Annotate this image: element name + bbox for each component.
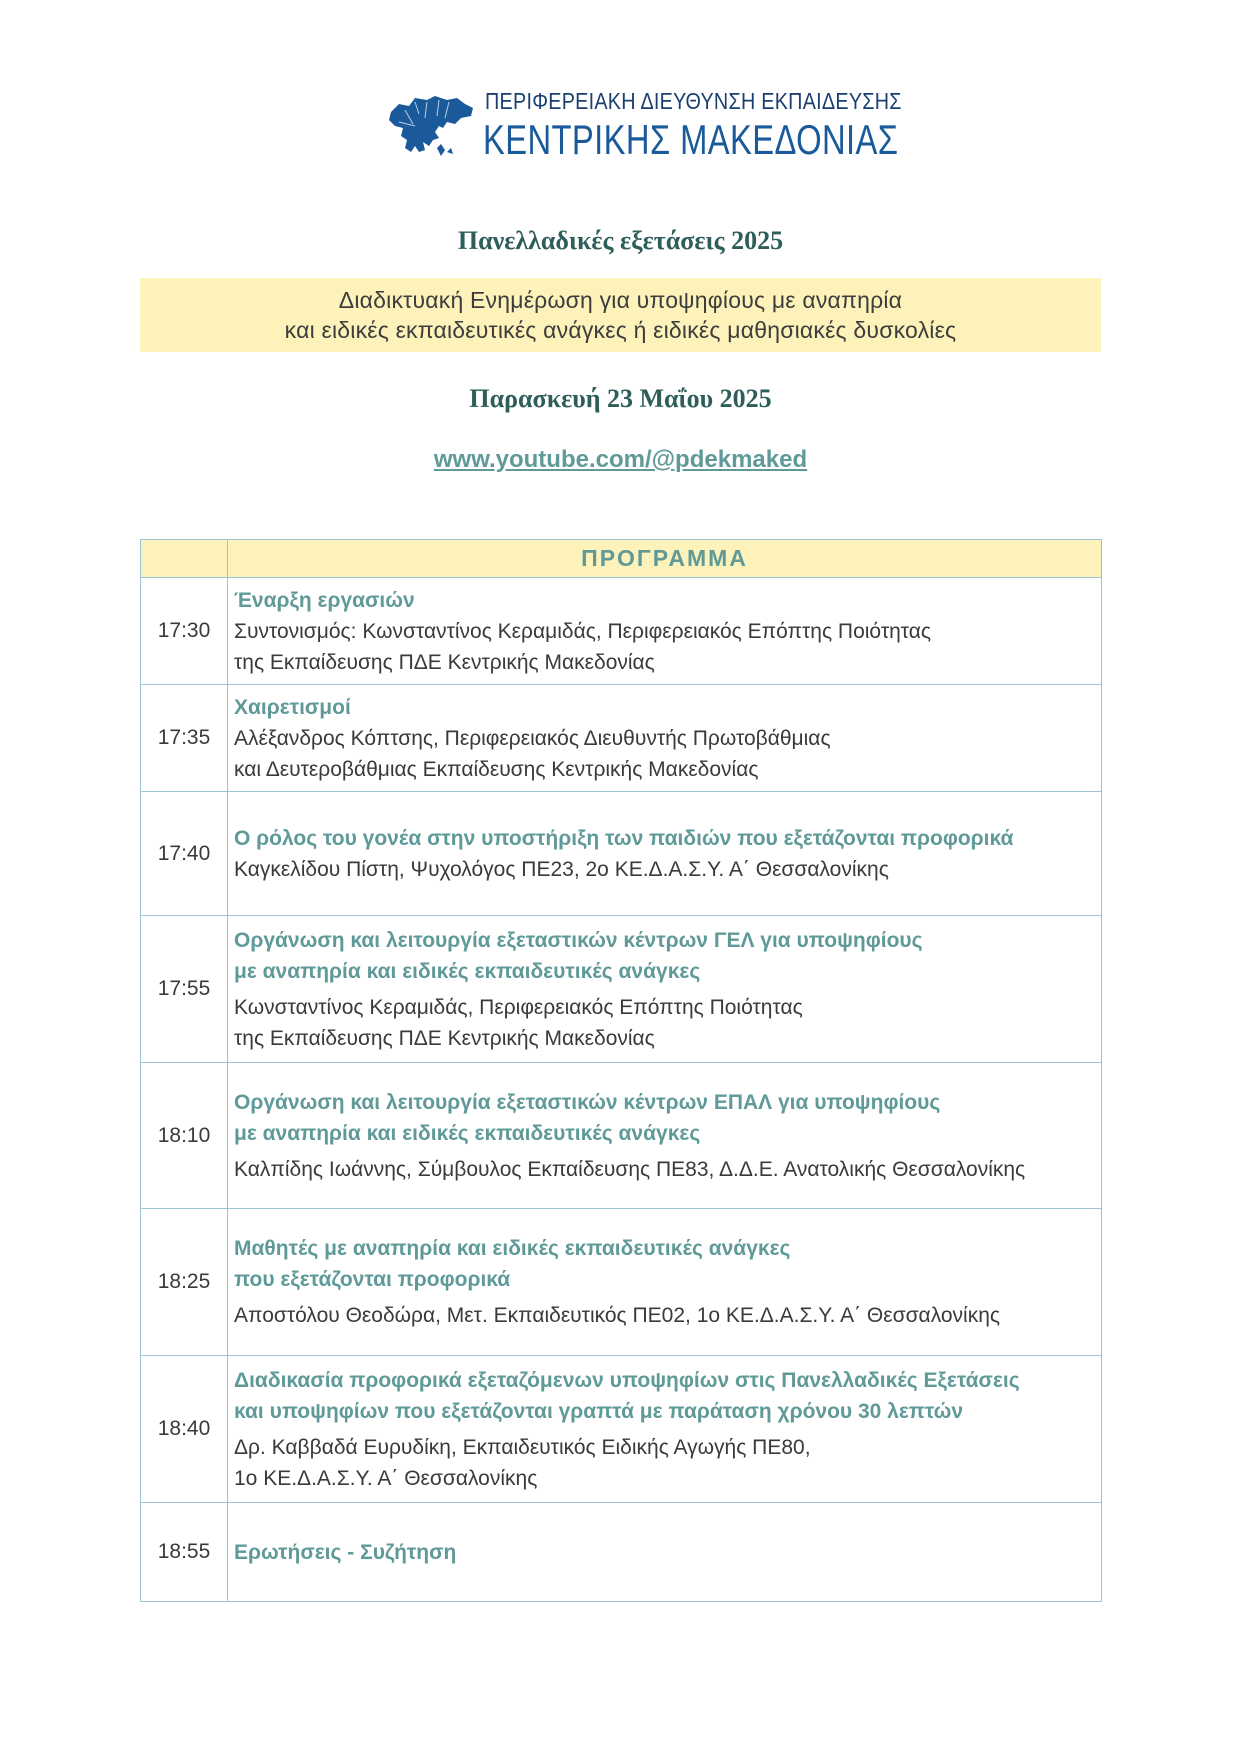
program-time: 17:35 [141,685,228,792]
program-speaker-line: Δρ. Καββαδά Ευρυδίκη, Εκπαιδευτικός Ειδικής Αγωγής ΠΕ80, [234,1435,811,1459]
program-row [141,1503,1102,1602]
central-macedonia-map-icon [385,92,481,160]
program-row [141,792,1102,916]
program-speaker-line: Κωνσταντίνος Κεραμιδάς, Περιφερειακός Επόπτης Ποιότητας [234,995,803,1019]
program-time: 17:55 [141,916,228,1063]
program-time: 18:55 [141,1503,228,1602]
program-row [141,916,1102,1063]
program-speaker-line: 1ο ΚΕ.Δ.Α.Σ.Υ. Α΄ Θεσσαλονίκης [234,1466,538,1490]
program-heading: ΠΡΟΓΡΑΜΜΑ [228,540,1102,578]
program-time: 17:40 [141,792,228,916]
program-row [141,1356,1102,1503]
program-speaker-line: Καγκελίδου Πίστη, Ψυχολόγος ΠΕ23, 2ο ΚΕ.Δ.Α.Σ.Υ. Α΄ Θεσσαλονίκης [234,857,889,881]
program-description [228,792,1102,916]
program-header-blank [141,540,228,578]
event-date: Παρασκευή 23 Μαΐου 2025 [469,384,772,413]
program-topic-line: Ο ρόλος του γονέα στην υποστήριξη των παιδιών που εξετάζονται προφορικά [234,826,1014,850]
program-description [228,1209,1102,1356]
banner-line-1: Διαδικτυακή Ενημέρωση για υποψηφίους με αναπηρία [338,287,903,313]
org-name-line1: ΠΕΡΙΦΕΡΕΙΑΚΗ ΔΙΕΥΘΥΝΣΗ ΕΚΠΑΙΔΕΥΣΗΣ [485,88,902,114]
program-header-row [141,540,1102,578]
program-topic-line: Μαθητές με αναπηρία και ειδικές εκπαιδευτικές ανάγκες [234,1237,791,1260]
program-topic-line: Οργάνωση και λειτουργία εξεταστικών κέντρων ΓΕΛ για υποψηφίους [234,928,923,952]
program-speaker-line: Συντονισμός: Κωνσταντίνος Κεραμιδάς, Περιφερειακός Επόπτης Ποιότητας [234,619,932,643]
program-description [228,1503,1102,1602]
org-name-line2: ΚΕΝΤΡΙΚΗΣ ΜΑΚΕΔΟΝΙΑΣ [483,116,899,163]
program-topic-line: με αναπηρία και ειδικές εκπαιδευτικές ανάγκες [234,1121,701,1145]
program-speaker-line: και Δευτεροβάθμιας Εκπαίδευσης Κεντρικής Μακεδονίας [234,757,759,781]
program-topic-line: και υποψηφίων που εξετάζονται γραπτά με παράταση χρόνου 30 λεπτών [234,1399,964,1423]
program-speaker-line: της Εκπαίδευσης ΠΔΕ Κεντρικής Μακεδονίας [234,1026,655,1050]
program-topic-line: Έναρξη εργασιών [234,588,415,612]
program-body [141,578,1102,1602]
program-description [228,916,1102,1063]
program-description [228,578,1102,685]
program-time: 18:25 [141,1209,228,1356]
page-title: Πανελλαδικές εξετάσεις 2025 [457,226,784,255]
program-topic-line: Οργάνωση και λειτουργία εξεταστικών κέντρων ΕΠΑΛ για υποψηφίους [234,1090,941,1114]
program-topic-line: Ερωτήσεις - Συζήτηση [234,1540,457,1564]
program-row [141,1063,1102,1209]
program-description [228,685,1102,792]
program-description [228,1356,1102,1503]
program-time: 18:10 [141,1063,228,1209]
program-row [141,1209,1102,1356]
program-description [228,1063,1102,1209]
program-speaker-line: της Εκπαίδευσης ΠΔΕ Κεντρικής Μακεδονίας [234,650,655,674]
program-row [141,578,1102,685]
program-speaker-line: Αποστόλου Θεοδώρα, Μετ. Εκπαιδευτικός ΠΕ02, 1ο ΚΕ.Δ.Α.Σ.Υ. Α΄ Θεσσαλονίκης [234,1304,1001,1327]
program-topic-line: που εξετάζονται προφορικά [234,1268,511,1291]
org-logo [385,88,902,166]
program-topic-line: με αναπηρία και ειδικές εκπαιδευτικές ανάγκες [234,959,701,983]
program-topic-line: Διαδικασία προφορικά εξεταζόμενων υποψηφίων στις Πανελλαδικές Εξετάσεις [234,1368,1020,1392]
program-topic-line: Χαιρετισμοί [234,695,351,719]
event-banner [140,278,1101,352]
youtube-link[interactable]: www.youtube.com/@pdekmaked [433,446,808,473]
program-speaker-line: Καλπίδης Ιωάννης, Σύμβουλος Εκπαίδευσης ΠΕ83, Δ.Δ.Ε. Ανατολικής Θεσσαλονίκης [234,1157,1026,1181]
program-speaker-line: Αλέξανδρος Κόπτσης, Περιφερειακός Διευθυντής Πρωτοβάθμιας [234,726,831,750]
program-table [140,539,1102,1602]
banner-line-2: και ειδικές εκπαιδευτικές ανάγκες ή ειδικές μαθησιακές δυσκολίες [284,317,957,343]
program-time: 18:40 [141,1356,228,1503]
program-time: 17:30 [141,578,228,685]
program-row [141,685,1102,792]
